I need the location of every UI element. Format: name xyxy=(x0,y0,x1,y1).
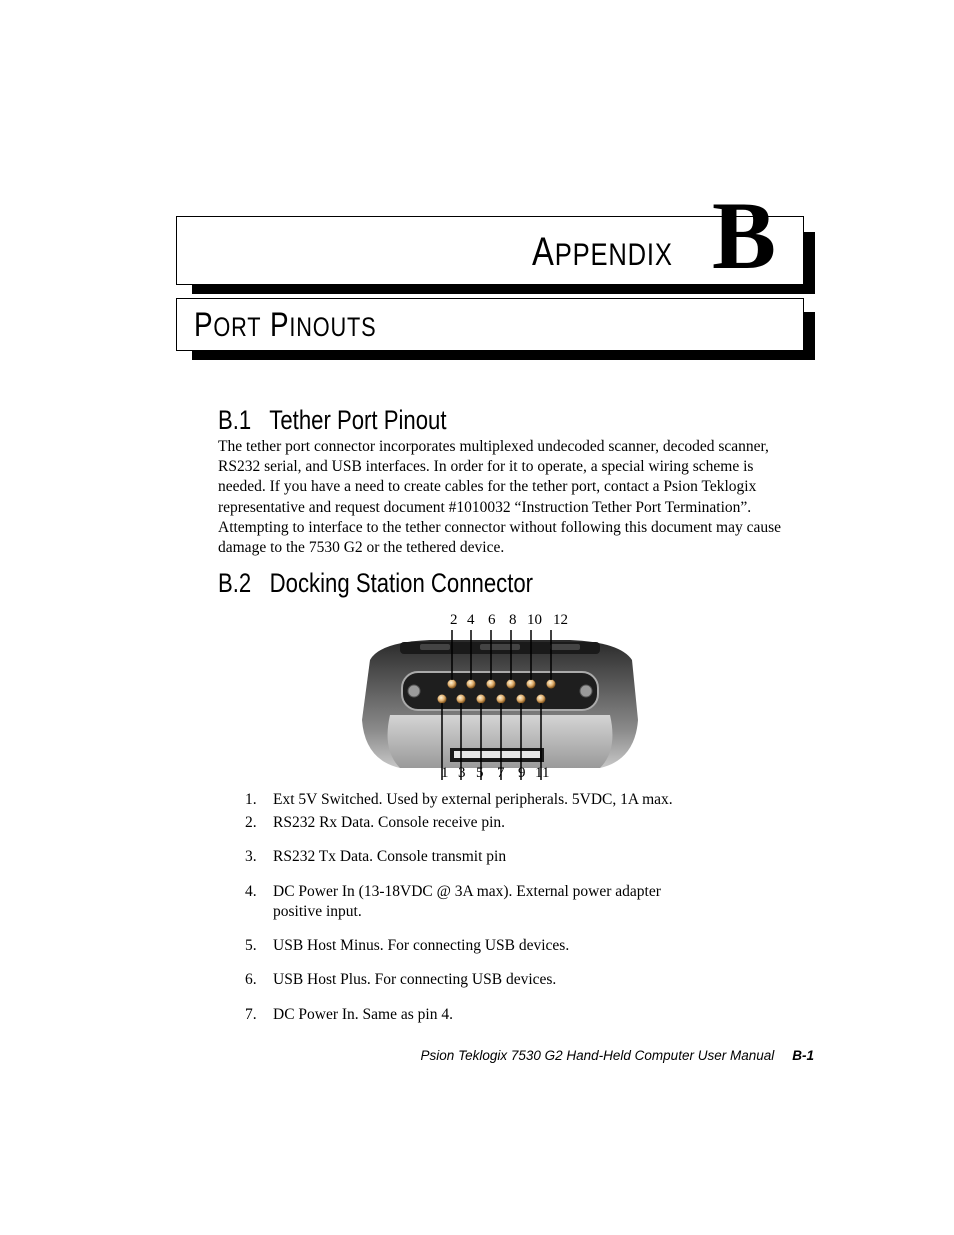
page-footer xyxy=(421,1048,814,1064)
list-number: 4. xyxy=(245,883,257,900)
bottom-pin-numbers xyxy=(436,765,576,781)
chapter-title xyxy=(194,308,376,344)
appendix-label xyxy=(532,232,673,275)
list-text: DC Power In (13-18VDC @ 3A max). External power adapter positive input. xyxy=(273,883,661,920)
list-number: 6. xyxy=(245,971,257,988)
pin-label: 10 xyxy=(527,612,542,628)
list-number: 3. xyxy=(245,848,257,865)
section-b1-heading: B.1 Tether Port Pinout xyxy=(218,405,447,435)
list-number: 1. xyxy=(245,791,257,808)
pin-label: 11 xyxy=(535,765,550,781)
list-number: 5. xyxy=(245,937,257,954)
footer-page-number: B-1 xyxy=(792,1048,814,1063)
appendix-prefix: A xyxy=(532,230,555,274)
pin-label: 3 xyxy=(458,765,466,781)
pin-label: 9 xyxy=(518,765,526,781)
list-number: 7. xyxy=(245,1006,257,1023)
top-pin-numbers xyxy=(440,612,580,628)
appendix-box xyxy=(176,216,804,285)
list-text: USB Host Minus. For connecting USB devices. xyxy=(273,937,570,954)
list-number: 2. xyxy=(245,814,257,831)
chapter-title-p: P xyxy=(194,306,214,344)
list-text: USB Host Plus. For connecting USB devices. xyxy=(273,971,557,988)
docking-connector-image xyxy=(350,630,650,780)
pin-label: 6 xyxy=(488,612,496,628)
footer-manual-title: Psion Teklogix 7530 G2 Hand-Held Computer User Manual xyxy=(420,1048,775,1063)
chapter-title-ort: ORT xyxy=(213,312,262,342)
chapter-title-inouts: INOUTS xyxy=(289,312,377,342)
pin-label: 1 xyxy=(441,765,449,781)
list-text: Ext 5V Switched. Used by external peripherals. 5VDC, 1A max. xyxy=(273,791,673,808)
pin-label: 8 xyxy=(509,612,517,628)
list-text: RS232 Tx Data. Console transmit pin xyxy=(273,848,507,865)
pin-label: 7 xyxy=(497,765,505,781)
appendix-letter: B xyxy=(712,182,777,289)
section-b1-body: The tether port connector incorporates multiplexed undecoded scanner, decoded scanner, RS232 serial, and USB interfaces. In order for it to operate, a special wiring scheme is needed. If you have a need to create cables for the tether port, contact a Psion Teklogix representative and request document #1010032 “Instruction Tether Port Termination”. Attempting to interface to the tether connector without following this document may cause damage to the 7530 G2 or the tethered device. xyxy=(218,438,782,557)
list-text: DC Power In. Same as pin 4. xyxy=(273,1006,453,1023)
appendix-rest: PPENDIX xyxy=(554,237,673,272)
pin-label: 5 xyxy=(476,765,484,781)
section-b2-heading: B.2 Docking Station Connector xyxy=(218,568,534,598)
list-text: RS232 Rx Data. Console receive pin. xyxy=(273,814,506,831)
pin-label: 4 xyxy=(467,612,475,628)
chapter-title-pi: P xyxy=(269,306,290,344)
pin-label: 12 xyxy=(553,612,568,628)
pin-label: 2 xyxy=(450,612,458,628)
